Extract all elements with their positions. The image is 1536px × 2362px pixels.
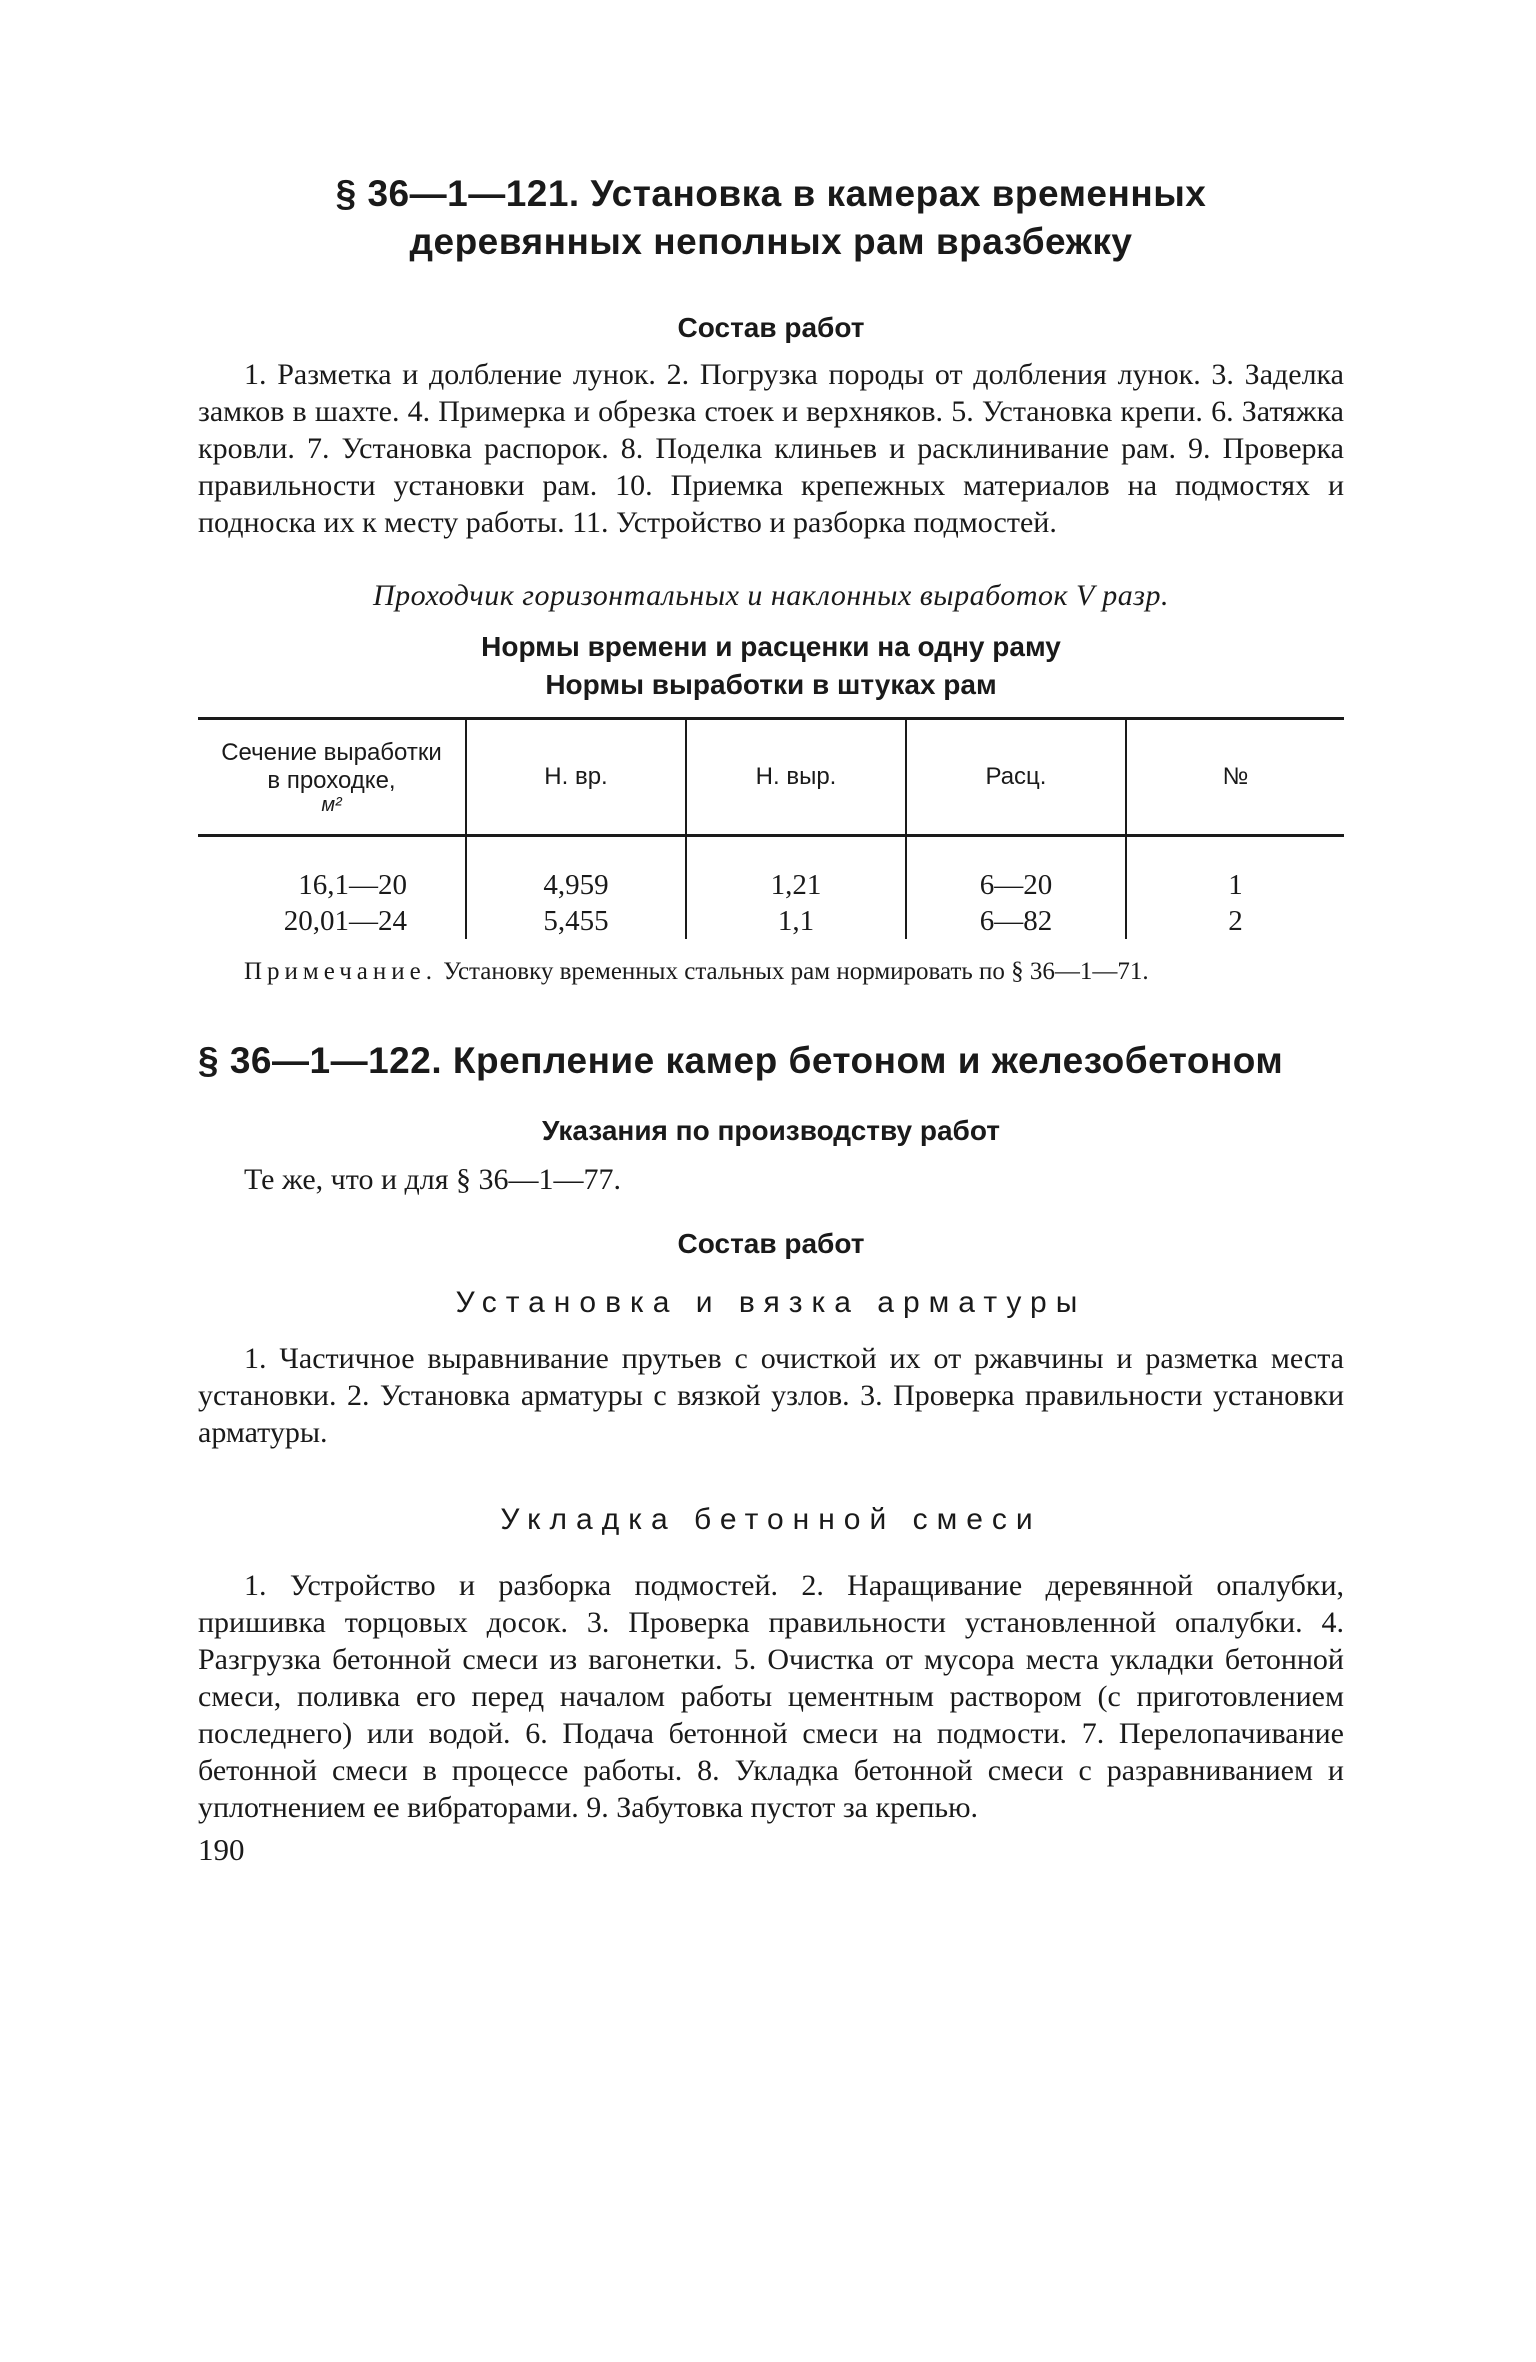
norms-table [198, 717, 1344, 939]
cell-rate: 6—20 [906, 836, 1126, 904]
cell-section: 20,01—24 [283, 905, 407, 937]
section-121-composition-text: 1. Разметка и долбление лунок. 2. Погрузка породы от долбления лунок. 3. Заделка замков в шахте. 4. Примерка и обрезка стоек и верхняков. 5. Установка крепи. 6. Затяжка кровли. 7. Установка распорок. 8. Поделка клиньев и расклинивание рам. 9. Проверка правильности установки рам. 10. Приемка крепежных материалов на подмостях и подноска их к месту работы. 11. Устройство и разборка подмостей. [198, 358, 1344, 539]
header-time: Н. вр. [466, 719, 686, 836]
header-number: № [1126, 719, 1344, 836]
concrete-text: 1. Устройство и разборка подмостей. 2. Наращивание деревянной опалубки, пришивка торцовых досок. 3. Проверка правильности установленной опалубки. 4. Разгрузка бетонной смеси из вагонетки. 5. Очистка от мусора места укладки бетонной смеси, поливка его перед началом работы цементным раствором (с приготовлением последнего) или водой. 6. Подача бетонной смеси на подмости. 7. Перелопачивание бетонной смеси в процессе работы. 8. Укладка бетонной смеси с разравниванием и уплотнением ее вибраторами. 9. Забутовка пустот за крепью. [198, 1569, 1344, 1824]
cell-number: 2 [1126, 903, 1344, 939]
cell-rate: 6—82 [906, 903, 1126, 939]
section-121-composition-heading: Состав работ [677, 312, 865, 343]
header-section-line1: Сечение выработки [221, 739, 442, 766]
section-122-instructions-heading: Указания по производству работ [542, 1115, 1000, 1146]
cell-number: 1 [1126, 836, 1344, 904]
page-number: 190 [198, 1832, 245, 1867]
cell-output: 1,1 [686, 903, 906, 939]
concrete-heading: Укладка бетонной смеси [500, 1503, 1042, 1536]
note-text: Установку временных стальных рам нормировать по § 36—1—71. [443, 958, 1149, 985]
section-121-title-line2: деревянных неполных рам вразбежку [409, 221, 1133, 262]
table-title-1: Нормы времени и расценки на одну раму [481, 631, 1061, 662]
cell-time: 4,959 [466, 836, 686, 904]
table-header-row [198, 719, 1344, 836]
header-section-line2: в проходке, [267, 767, 396, 794]
rebar-text: 1. Частичное выравнивание прутьев с очисткой их от ржавчины и разметка места установки. 2. Установка арматуры с вязкой узлов. 3. Проверка правильности установки арматуры. [198, 1342, 1344, 1449]
table-row [198, 903, 1344, 939]
section-122-composition-heading: Состав работ [677, 1228, 865, 1259]
profession-line: Проходчик горизонтальных и наклонных выработок V разр. [372, 579, 1169, 612]
document-page [198, 170, 1344, 1868]
header-section [198, 719, 466, 836]
header-rate: Расц. [906, 719, 1126, 836]
table-note [198, 957, 1344, 987]
cell-time: 5,455 [466, 903, 686, 939]
table-title-2: Нормы выработки в штуках рам [545, 669, 997, 700]
note-label: Примечание. [244, 958, 438, 985]
table-row [198, 836, 1344, 904]
header-section-unit: м² [321, 794, 342, 816]
header-output: Н. выр. [686, 719, 906, 836]
section-121-title-line1: § 36—1—121. Установка в камерах временных [335, 173, 1207, 214]
cell-section: 16,1—20 [298, 869, 407, 901]
cell-output: 1,21 [686, 836, 906, 904]
section-122-instructions-text: Те же, что и для § 36—1—77. [244, 1163, 622, 1196]
section-122-title: § 36—1—122. Крепление камер бетоном и железобетоном [198, 1040, 1284, 1081]
rebar-heading: Установка и вязка арматуры [455, 1286, 1087, 1319]
